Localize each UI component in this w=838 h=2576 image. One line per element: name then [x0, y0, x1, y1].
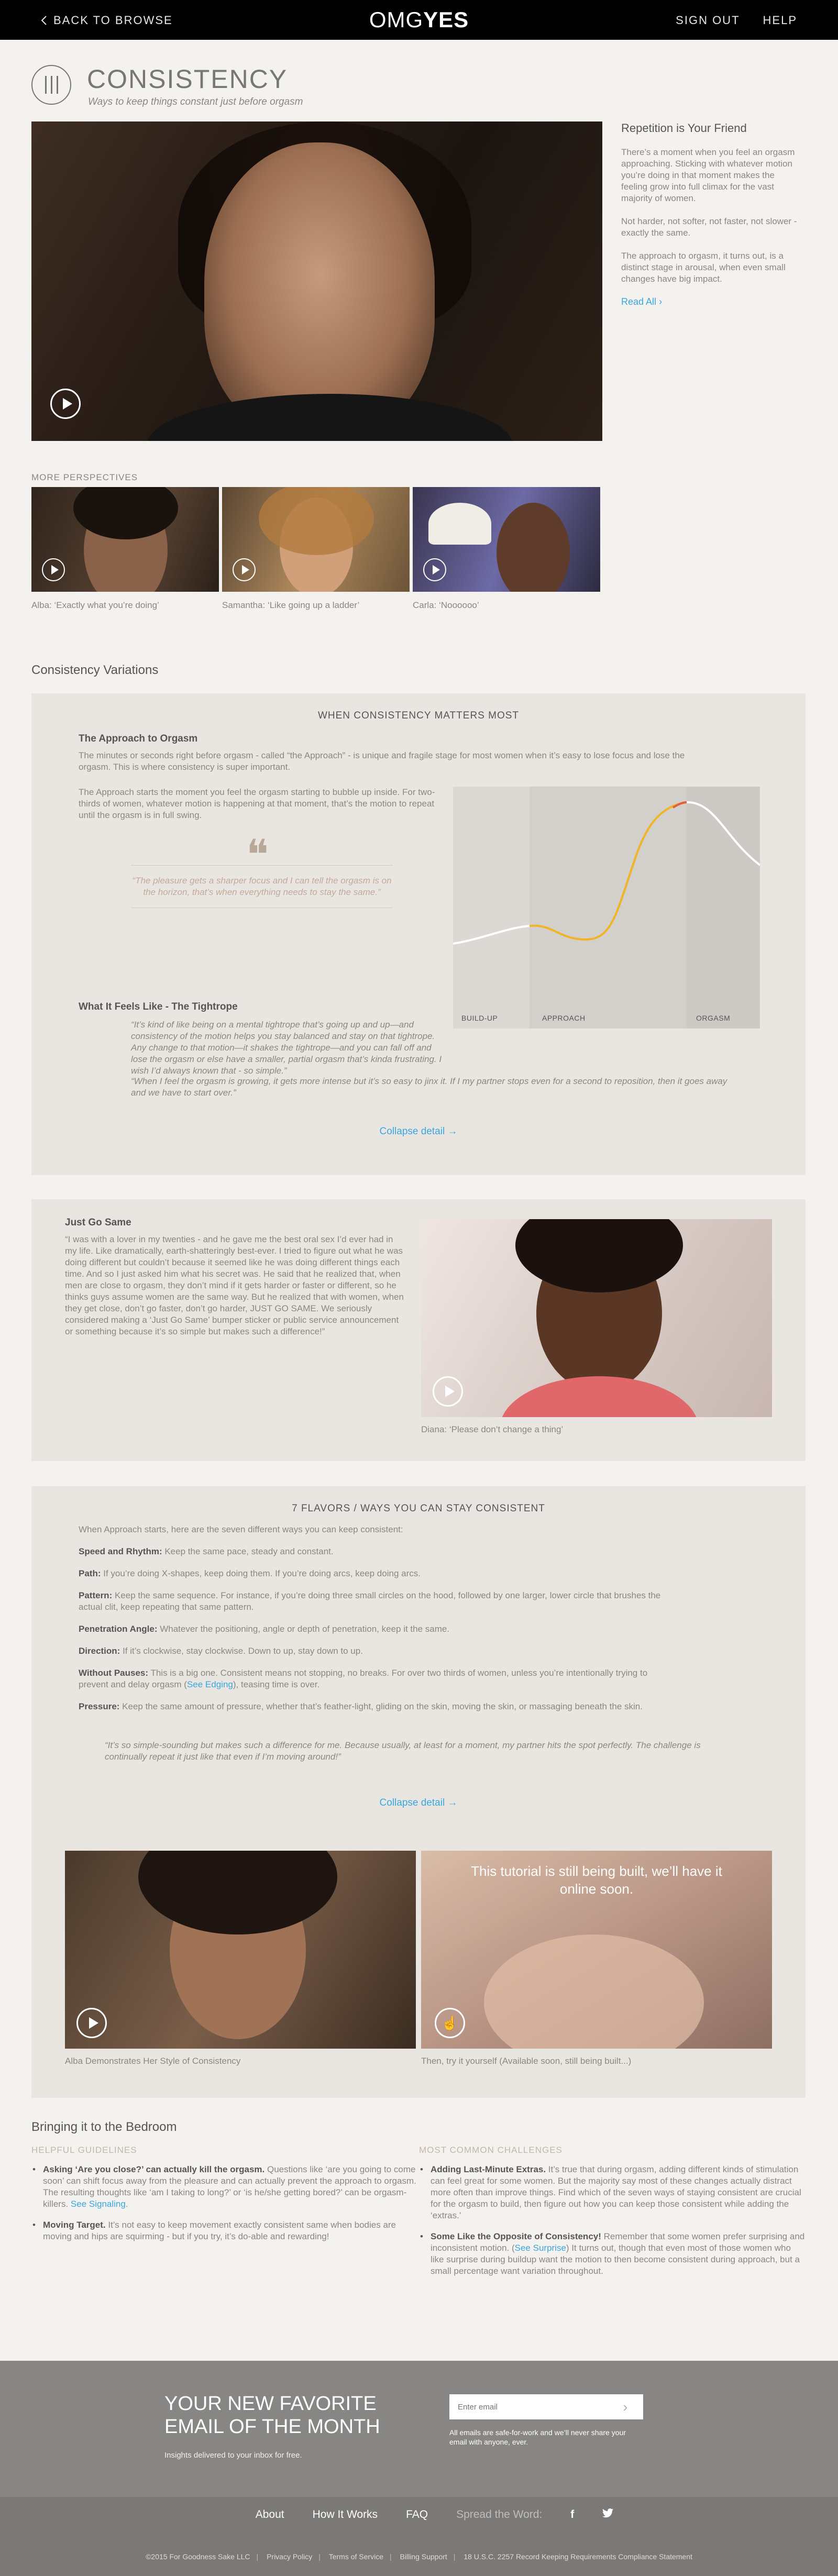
flavor-item: Pressure: Keep the same amount of pressure, whether that’s feather-light, gliding on the skin, moving the skin, or massaging beneath the skin. [79, 1701, 643, 1711]
footer-about-link[interactable]: About [255, 2508, 284, 2520]
sign-out-link[interactable]: SIGN OUT [676, 14, 740, 27]
flavor-item: Speed and Rhythm: Keep the same pace, steady and constant. [79, 1546, 334, 1556]
see-surprise-link[interactable]: See Surprise [514, 2243, 566, 2253]
play-icon[interactable] [76, 2008, 107, 2038]
flavors-quote: “It’s so simple-sounding but makes such a difference for me. Because usually, at least for a moment, my partner hits the spot perfectly. The challenge is continually repeat it just like that even if I’m moving around!” [105, 1740, 701, 1762]
graph-label-orgasm: ORGASM [696, 1014, 731, 1022]
logo-bold: YES [423, 7, 469, 32]
diana-caption: Diana: ‘Please don’t change a thing’ [421, 1424, 564, 1434]
back-to-browse-link[interactable] [41, 14, 173, 27]
list-item: • Some Like the Opposite of Consistency! Remember that some women prefer surprising and inconsistent motion. (See Surprise) It turns out, though that even most of those women who like surprise during buildup want the motion to then become consistent during approach, but a small percentage want variation throughout. [419, 2231, 807, 2277]
perspective-caption: Samantha: ‘Like going up a ladder’ [222, 600, 360, 610]
variations-title: Consistency Variations [31, 663, 159, 677]
play-icon[interactable] [50, 389, 81, 419]
newsletter-section [0, 2361, 838, 2497]
just-go-same-panel [31, 1199, 806, 1461]
play-icon[interactable] [42, 558, 65, 581]
when-consistency-matters-panel [31, 693, 806, 1175]
challenges-heading: MOST COMMON CHALLENGES [419, 2145, 563, 2155]
flavor-item: Path: If you’re doing X-shapes, keep doing them. If you’re doing arcs, keep doing arcs. [79, 1568, 421, 1578]
logo-light: OMG [369, 7, 424, 32]
chevron-left-icon [41, 15, 47, 26]
sidebar-heading: Repetition is Your Friend [621, 121, 747, 135]
more-perspectives-label: MORE PERSPECTIVES [31, 472, 138, 482]
alba-demonstration-video[interactable] [65, 1851, 416, 2049]
flavor-item: Direction: If it’s clockwise, stay clockwise. Down to up, stay down to up. [79, 1646, 363, 1656]
hand-pointer-icon[interactable]: ☝ [435, 2008, 465, 2038]
footer-how-it-works-link[interactable]: How It Works [312, 2508, 378, 2520]
sidebar-paragraph: There’s a moment when you feel an orgasm approaching. Sticking with whatever motion you’re doing in that moment makes the feeling grow into full climax for the vast majority of women. [621, 147, 795, 203]
list-item: • Asking ‘Are you close?’ can actually kill the orgasm. Questions like ‘are you going to come soon’ can shift focus away from the pleasure and can actually prevent the approach to orgasm. The resulting thoughts like ‘am I taking to long?’ or ‘is he/she getting bored?’ can be orgasm-killers. See Signaling. [31, 2164, 419, 2210]
see-edging-link[interactable]: See Edging [186, 1679, 233, 1689]
chevron-right-icon: › [659, 296, 663, 307]
arousal-curve-graph [453, 787, 760, 1029]
read-all-link[interactable] [621, 296, 662, 307]
seven-flavors-panel [31, 1486, 806, 2098]
flavor-item: Pattern: Keep the same sequence. For instance, if you’re doing three small circles on the hood, followed by one larger, lower circle that brushes the actual clit, keep repeating that same pattern. [79, 1590, 661, 1612]
sidebar-paragraph: The approach to orgasm, it turns out, is a distinct stage in arousal, when even small changes have big impact. [621, 251, 786, 284]
just-go-same-title: Just Go Same [65, 1217, 131, 1228]
read-all-label: Read All [621, 296, 657, 307]
approach-title: The Approach to Orgasm [79, 733, 198, 744]
quote-icon: ❝ [246, 831, 269, 879]
bedroom-title: Bringing it to the Bedroom [31, 2120, 177, 2134]
play-icon[interactable] [423, 558, 446, 581]
diana-video[interactable] [421, 1219, 772, 1417]
play-icon[interactable] [433, 1376, 463, 1407]
perspective-video-alba[interactable] [31, 487, 219, 592]
approach-paragraph: The minutes or seconds right before orgasm - called “the Approach” - is unique and fragile stage for most women when it’s easy to lose focus and lose the orgasm. This is where consistency is super important. [79, 750, 685, 772]
perspective-video-samantha[interactable] [222, 487, 410, 592]
perspective-caption: Alba: ‘Exactly what you’re doing’ [31, 600, 159, 610]
newsletter-subtitle: Insights delivered to your inbox for free. [164, 2451, 302, 2460]
top-bar [0, 0, 838, 40]
submit-arrow-icon[interactable]: › [623, 2399, 628, 2415]
collapse-detail-link[interactable]: Collapse detail → [379, 1797, 458, 1808]
copyright: ©2015 For Goodness Sake LLC [146, 2552, 250, 2561]
perspective-caption: Carla: ‘Noooooo’ [413, 600, 479, 610]
panel-heading: 7 FLAVORS / WAYS YOU CAN STAY CONSISTENT [292, 1503, 545, 1514]
facebook-icon[interactable]: f [570, 2508, 575, 2520]
email-input[interactable] [449, 2394, 643, 2419]
logo[interactable] [367, 7, 471, 32]
tightrope-title: What It Feels Like - The Tightrope [79, 1001, 238, 1012]
footer [0, 2497, 838, 2576]
play-icon[interactable] [233, 558, 256, 581]
privacy-policy-link[interactable]: Privacy Policy [267, 2552, 313, 2561]
graph-label-approach: APPROACH [542, 1014, 586, 1022]
compliance-statement-link[interactable]: 18 U.S.C. 2257 Record Keeping Requirements Compliance Statement [464, 2552, 692, 2561]
newsletter-heading: YOUR NEW FAVORITE EMAIL OF THE MONTH [164, 2393, 380, 2438]
list-item: • Moving Target. It’s not easy to keep movement exactly consistent same when bodies are moving and hips are squirming - but if you try, it’s do-able and rewarding! [31, 2219, 419, 2242]
just-go-same-quote: “I was with a lover in my twenties - and he gave me the best oral sex I’d ever had in my life. Like dramatically, earth-shatteringly best-ever. I tried to figure out what he was doing different but couldn’t because it seemed like he was doing different things each time. And so I just asked him what his secret was. He said that he realized that, when men are close to orgasm, they don’t mind if it gets harder or faster or different, so he thinks guys assume women are the same way. But he realized that with women, when they get close, don’t go faster, don’t go harder, JUST GO SAME. We seriously considered making a ‘Just Go Same’ bumper sticker or public service announcement or something because it’s so simple but makes such a difference!” [65, 1234, 404, 1336]
footer-faq-link[interactable]: FAQ [406, 2508, 428, 2520]
tightrope-quote: “It’s kind of like being on a mental tightrope that’s going up and up—and consistency of the motion helps you stay balanced and stay on that tightrope. Any change to that motion—it shakes the tightrope—and you can fall off and lose the orgasm or else have a smaller, partial orgasm that’s kinda frustrating. I wish I’d always known that - so simple.” [131, 1020, 442, 1076]
flavor-item: Penetration Angle: Whatever the positioning, angle or depth of penetration, keep it the same. [79, 1624, 450, 1634]
pull-quote: “The pleasure gets a sharper focus and I can tell the orgasm is on the horizon, that’s when everything needs to stay the same.” [131, 865, 393, 908]
back-label: BACK TO BROWSE [53, 14, 173, 27]
guidelines-heading: HELPFUL GUIDELINES [31, 2145, 137, 2155]
tutorial-message: This tutorial is still being built, we’ll have it online soon. [471, 1863, 722, 1897]
twitter-icon[interactable] [602, 2508, 614, 2521]
newsletter-note: All emails are safe-for-work and we’ll never share your email with anyone, ever. [449, 2428, 626, 2446]
flavor-item: Without Pauses: This is a big one. Consistent means not stopping, no breaks. For over two thirds of women, unless you’re intentionally trying to prevent and delay orgasm (See Edging), teasing time is over. [79, 1668, 648, 1689]
helpful-guidelines [31, 2145, 419, 2252]
panel-heading: WHEN CONSISTENCY MATTERS MOST [317, 710, 520, 721]
collapse-detail-link[interactable]: Collapse detail → [379, 1126, 458, 1137]
flavors-intro: When Approach starts, here are the seven different ways you can keep consistent: [79, 1524, 403, 1534]
common-challenges [419, 2145, 807, 2286]
page-title: CONSISTENCY [87, 64, 288, 94]
intro-sidebar [621, 121, 799, 307]
page-subtitle: Ways to keep things constant just before orgasm [88, 96, 303, 107]
spread-the-word-label: Spread the Word: [456, 2508, 543, 2520]
sidebar-paragraph: Not harder, not softer, not faster, not slower - exactly the same. [621, 216, 797, 238]
main-video[interactable] [31, 121, 602, 441]
list-item: • Adding Last-Minute Extras. It’s true that during orgasm, adding different kinds of stimulation can feel great for some women. But the majority say most of these changes actually distract more often than improve things. Find which of the seven ways of staying consistent are crucial for the orgasm to build, then figure out how you can keep those consistent while adding the ‘extras.’ [419, 2164, 807, 2221]
legal-links: ©2015 For Goodness Sake LLC | Privacy Policy | Terms of Service | Billing Support | 18 U.S.C. 2257 Record Keeping Requirements Compliance Statement [146, 2552, 692, 2561]
perspective-video-carla[interactable] [413, 487, 600, 592]
help-link[interactable]: HELP [763, 14, 797, 27]
billing-support-link[interactable]: Billing Support [400, 2552, 447, 2561]
terms-of-service-link[interactable]: Terms of Service [328, 2552, 383, 2561]
graph-label-build-up: BUILD-UP [461, 1014, 498, 1022]
try-it-yourself-video[interactable] [421, 1851, 772, 2049]
arousal-curve [453, 787, 760, 1029]
video-caption: Then, try it yourself (Available soon, still being built...) [421, 2056, 632, 2066]
see-signaling-link[interactable]: See Signaling. [70, 2199, 128, 2209]
approach-paragraph: The Approach starts the moment you feel the orgasm starting to bubble up inside. For two-thirds of women, whatever motion is happening at that moment, that’s the motion to repeat until the orgasm is in full swing. [79, 787, 435, 820]
tightrope-quote: “When I feel the orgasm is growing, it gets more intense but it’s so easy to jinx it. If I my partner stops even for a second to reposition, then it goes away and we have to start over.” [131, 1076, 727, 1098]
consistency-icon [31, 65, 71, 105]
video-caption: Alba Demonstrates Her Style of Consistency [65, 2056, 241, 2066]
